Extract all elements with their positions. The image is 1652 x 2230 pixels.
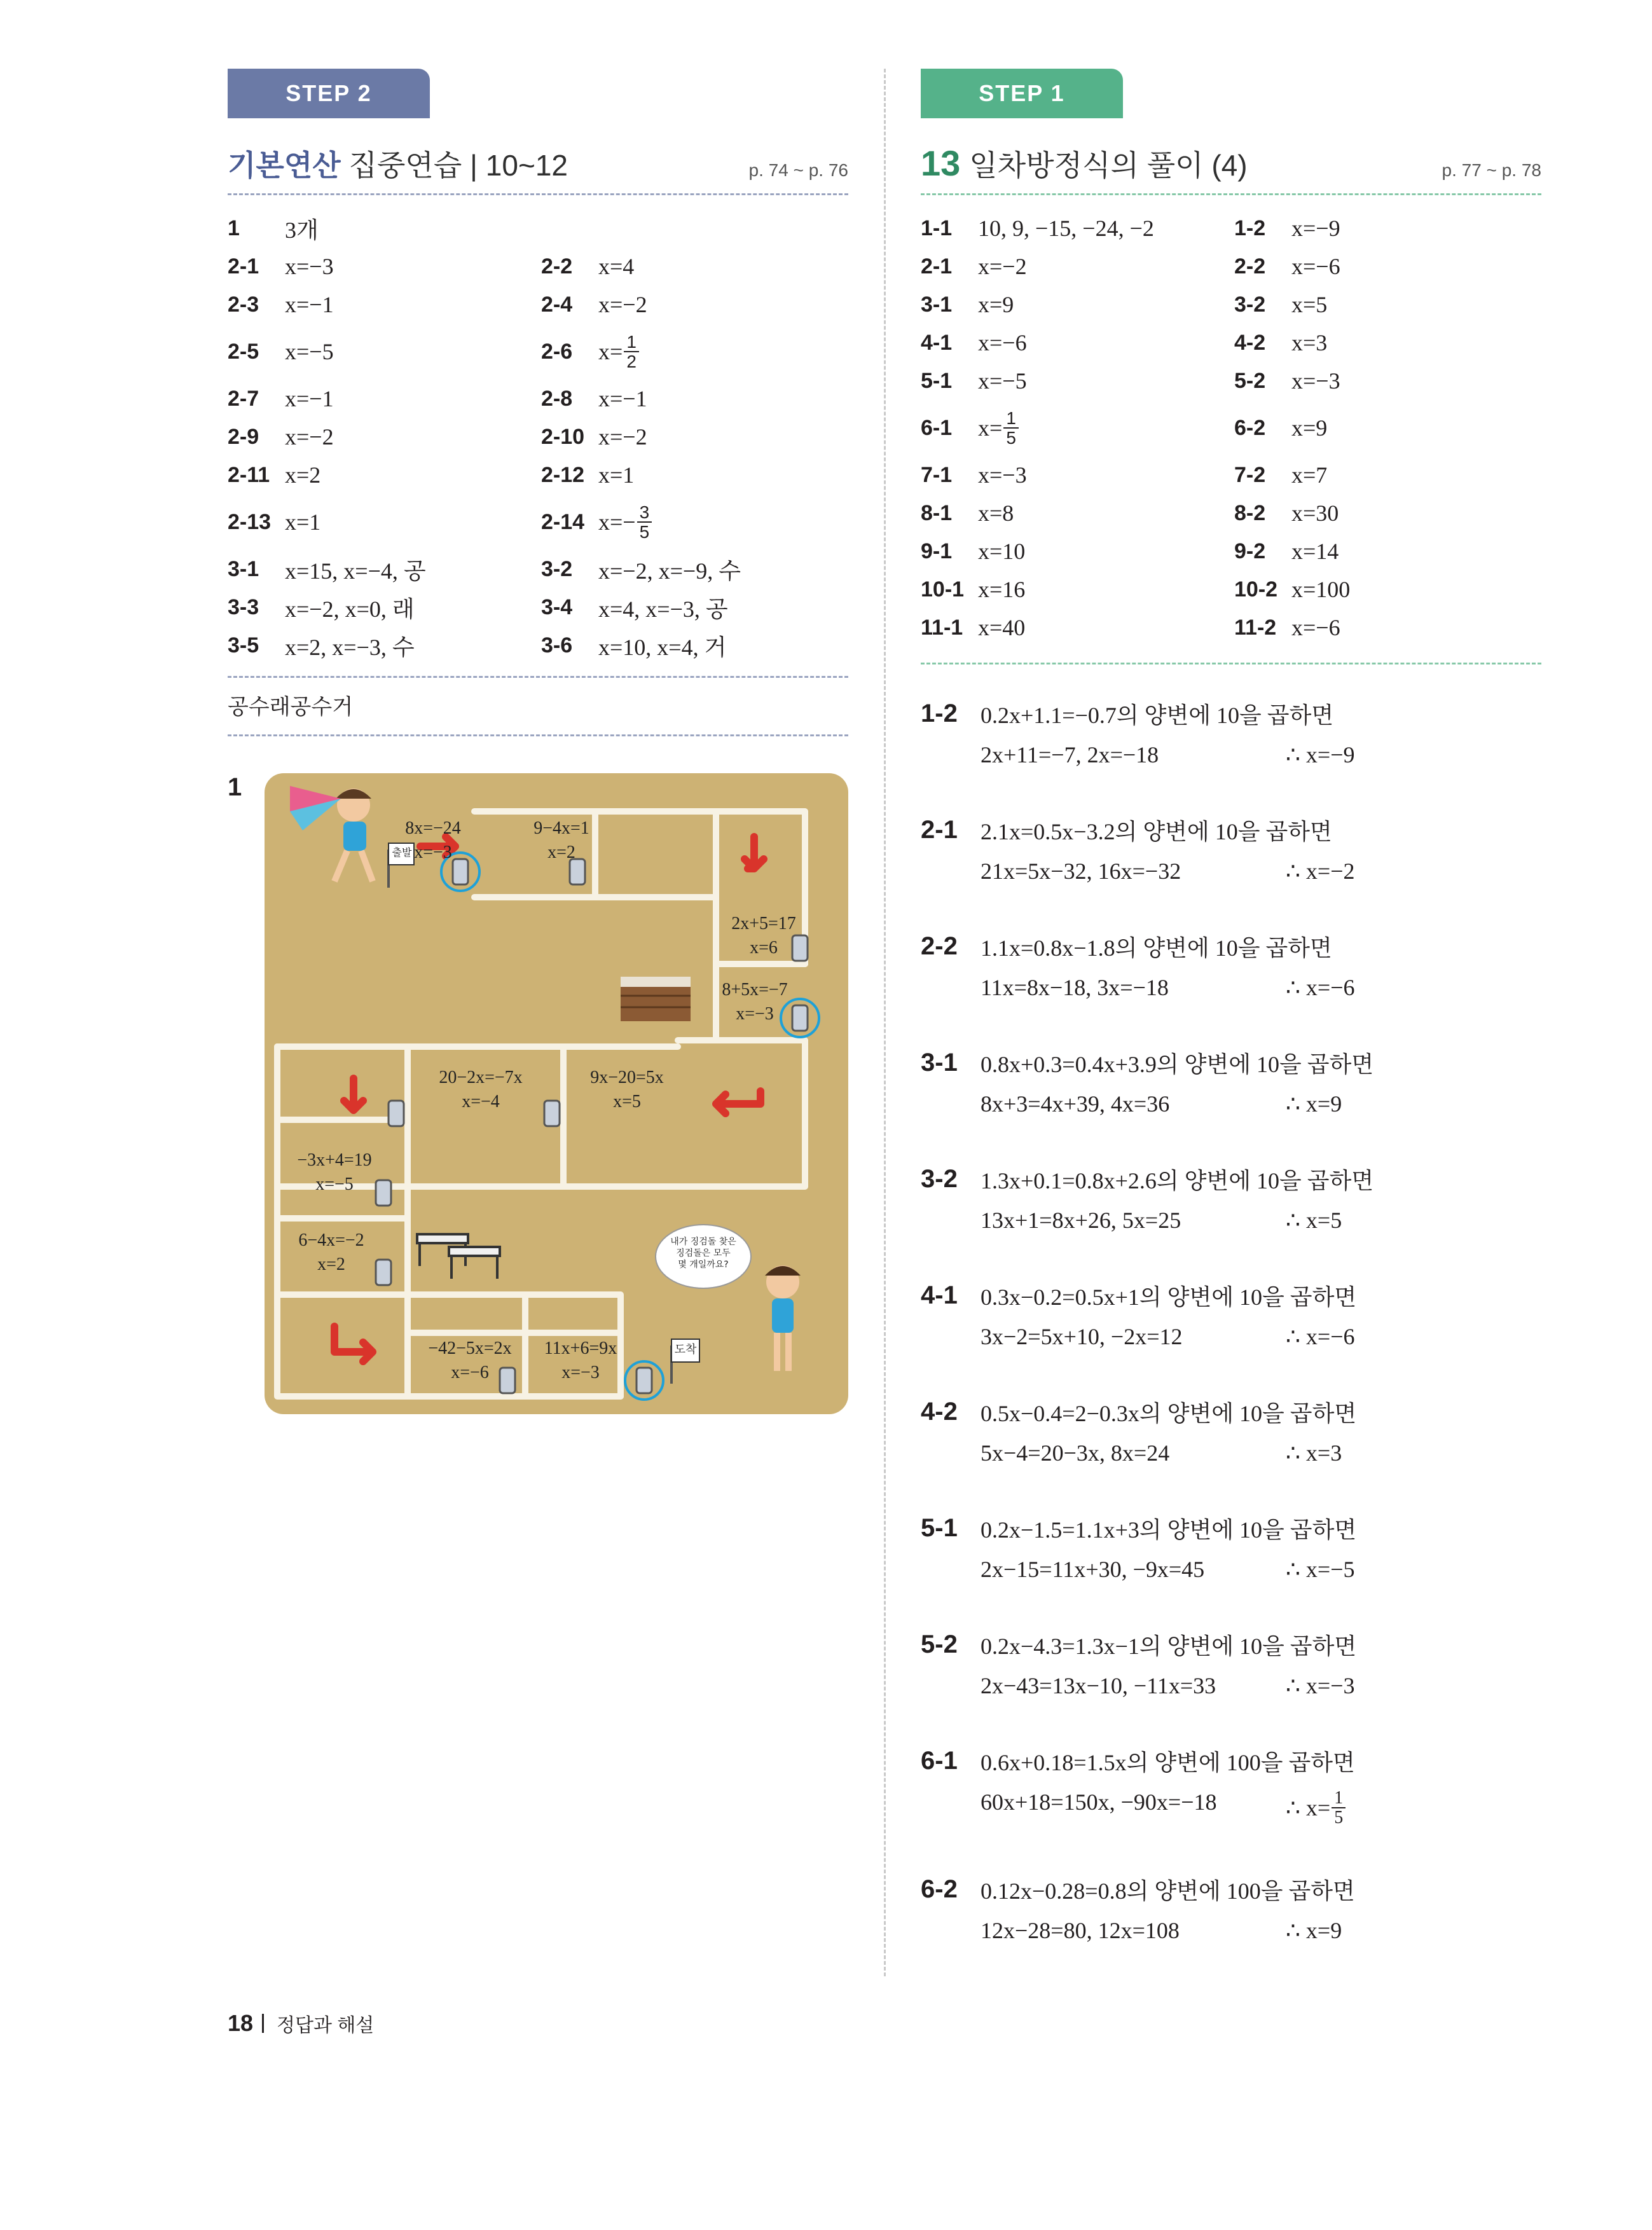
solution-text: 0.3x−0.2=0.5x+1의 양변에 10을 곱하면 bbox=[981, 1284, 1357, 1310]
answer-label: 10-2 bbox=[1234, 577, 1278, 602]
solution-result: ∴ x=9 bbox=[1286, 1917, 1342, 1943]
answer-value: x=2 bbox=[285, 462, 321, 488]
solution-line1 bbox=[921, 1163, 1541, 1195]
answer-item bbox=[541, 494, 848, 550]
fraction: $\frac{1}{5}$ bbox=[1332, 1789, 1346, 1827]
map-problem-number: 1 bbox=[228, 773, 242, 801]
tile-3: 2x+5=17 x=6 bbox=[731, 914, 796, 958]
right-page-range: p. 77 ~ p. 78 bbox=[1442, 160, 1541, 180]
solution-block bbox=[921, 1745, 1541, 1827]
solution-result: ∴ x=−6 bbox=[1286, 975, 1355, 1000]
answer-item bbox=[541, 380, 848, 418]
solution-text: 0.5x−0.4=2−0.3x의 양변에 10을 곱하면 bbox=[981, 1401, 1357, 1426]
solution-label: 3-2 bbox=[921, 1165, 958, 1193]
page-number: 18 bbox=[228, 2010, 254, 2036]
map-board bbox=[265, 773, 848, 1414]
answer-item bbox=[228, 494, 535, 550]
solution-line2 bbox=[981, 1556, 1541, 1583]
answer-value: x=−1 bbox=[285, 292, 334, 317]
fraction: $\frac{3}{5}$ bbox=[637, 503, 652, 542]
solution-line2 bbox=[981, 1207, 1541, 1234]
answer-item bbox=[228, 456, 535, 494]
solution-block bbox=[921, 930, 1541, 1001]
answer-value: x=−6 bbox=[1291, 615, 1340, 640]
answer-label: 3-1 bbox=[228, 556, 259, 581]
solution-text: 2.1x=0.5x−3.2의 양변에 10을 곱하면 bbox=[981, 819, 1332, 844]
solution-block bbox=[921, 814, 1541, 884]
solution-text: 0.8x+0.3=0.4x+3.9의 양변에 10을 곱하면 bbox=[981, 1052, 1374, 1077]
solution-work: 13x+1=8x+26, 5x=25 bbox=[981, 1208, 1181, 1233]
map-paths bbox=[265, 773, 848, 1414]
solution-result: ∴ x=3 bbox=[1286, 1440, 1342, 1466]
finish-label: 도착 bbox=[674, 1343, 697, 1356]
answer-label: 4-2 bbox=[1234, 330, 1266, 355]
right-section-title: 13 일차방정식의 풀이 (4) bbox=[921, 143, 1248, 183]
solution-result: ∴ x=9 bbox=[1286, 1091, 1342, 1117]
solution-result: ∴ x= $\frac{1}{5}$ bbox=[1286, 1789, 1346, 1827]
answer-item bbox=[228, 418, 535, 456]
answer-value: x=−3 bbox=[978, 462, 1027, 488]
left-section-title: 기본연산 집중연습 | 10~12 bbox=[228, 149, 568, 182]
solution-text: 0.2x−1.5=1.1x+3의 양변에 10을 곱하면 bbox=[981, 1517, 1357, 1543]
solution-line2 bbox=[981, 974, 1541, 1001]
answer-value: x=−2 bbox=[598, 292, 647, 317]
answer-item bbox=[1234, 247, 1541, 286]
answer-item bbox=[921, 532, 1228, 570]
answer-item bbox=[1234, 456, 1541, 494]
solution-label: 6-2 bbox=[921, 1875, 958, 1903]
solution-text: 1.3x+0.1=0.8x+2.6의 양변에 10을 곱하면 bbox=[981, 1168, 1374, 1194]
answer-label: 3-2 bbox=[1234, 292, 1266, 317]
answer-item bbox=[1234, 362, 1541, 400]
solution-block bbox=[921, 1163, 1541, 1234]
answer-item bbox=[541, 209, 848, 247]
answer-value: 10, 9, −15, −24, −2 bbox=[978, 216, 1154, 241]
answer-value: x=40 bbox=[978, 615, 1026, 640]
answer-value: x=8 bbox=[978, 500, 1014, 526]
column-divider bbox=[884, 69, 886, 1976]
solution-result: ∴ x=−3 bbox=[1286, 1673, 1355, 1698]
solution-block bbox=[921, 1628, 1541, 1699]
answer-item bbox=[1234, 532, 1541, 570]
answer-item bbox=[228, 324, 535, 380]
answer-item bbox=[921, 570, 1228, 609]
solution-block bbox=[921, 698, 1541, 768]
answer-label: 2-9 bbox=[228, 424, 259, 449]
final-answer: 공수래공수거 bbox=[228, 676, 848, 736]
answer-value: x=4, x=−3, 공 bbox=[598, 596, 728, 622]
answer-value: x=− bbox=[598, 509, 636, 535]
solution-line1 bbox=[921, 1047, 1541, 1079]
solution-label: 2-2 bbox=[921, 932, 958, 960]
answer-item bbox=[541, 550, 848, 588]
solution-line1 bbox=[921, 1279, 1541, 1312]
answer-item bbox=[1234, 286, 1541, 324]
answer-value: x=−1 bbox=[598, 386, 647, 411]
answer-label: 3-6 bbox=[541, 633, 573, 657]
answer-label: 3-1 bbox=[921, 292, 953, 317]
solution-block bbox=[921, 1873, 1541, 1944]
answer-item bbox=[541, 626, 848, 664]
solution-line1 bbox=[921, 1396, 1541, 1428]
answer-value: x=10, x=4, 거 bbox=[598, 634, 727, 660]
answer-value: x=−5 bbox=[978, 368, 1027, 394]
girl-character bbox=[765, 1265, 801, 1371]
answer-label: 2-3 bbox=[228, 292, 259, 317]
answer-label: 1 bbox=[228, 216, 240, 240]
solution-text: 0.6x+0.18=1.5x의 양변에 100을 곱하면 bbox=[981, 1750, 1355, 1775]
fraction: $\frac{1}{2}$ bbox=[624, 333, 639, 371]
start-label: 출발 bbox=[392, 846, 412, 858]
solutions-list bbox=[921, 698, 1541, 1944]
answer-value: x=5 bbox=[1291, 292, 1328, 317]
solution-work: 2x+11=−7, 2x=−18 bbox=[981, 742, 1159, 767]
answer-item bbox=[921, 362, 1228, 400]
tile-1: 8x=−24 x=−3 bbox=[405, 818, 461, 862]
answer-label: 8-1 bbox=[921, 500, 953, 525]
answer-label: 2-5 bbox=[228, 339, 259, 364]
answer-item bbox=[541, 456, 848, 494]
left-page-range: p. 74 ~ p. 76 bbox=[748, 160, 848, 180]
tile-7: −3x+4=19 x=−5 bbox=[297, 1150, 372, 1194]
answer-label: 3-4 bbox=[541, 595, 573, 619]
solution-result: ∴ x=−2 bbox=[1286, 858, 1355, 884]
answer-item bbox=[1234, 609, 1541, 647]
solution-line1 bbox=[921, 814, 1541, 846]
answer-value: x=3 bbox=[1291, 330, 1328, 355]
footer-text: 정답과 해설 bbox=[277, 2015, 375, 2036]
answer-label: 2-2 bbox=[1234, 254, 1266, 279]
right-separator bbox=[921, 658, 1541, 664]
solution-block bbox=[921, 1279, 1541, 1350]
solution-result: ∴ x=5 bbox=[1286, 1208, 1342, 1233]
answer-value: x=−2, x=0, 래 bbox=[285, 596, 415, 622]
vault-box bbox=[621, 977, 691, 1021]
solution-label: 1-2 bbox=[921, 699, 958, 727]
answer-item bbox=[921, 400, 1228, 456]
solution-line1 bbox=[921, 1628, 1541, 1661]
answer-label: 2-14 bbox=[541, 509, 585, 534]
answer-item bbox=[228, 380, 535, 418]
solution-work: 21x=5x−32, 16x=−32 bbox=[981, 858, 1181, 884]
answer-label: 2-11 bbox=[228, 462, 270, 487]
solution-text: 0.2x−4.3=1.3x−1의 양변에 10을 곱하면 bbox=[981, 1634, 1357, 1659]
answer-value: x= bbox=[978, 415, 1003, 441]
answer-value: x=10 bbox=[978, 539, 1026, 564]
solution-line1 bbox=[921, 930, 1541, 963]
answer-label: 3-3 bbox=[228, 595, 259, 619]
answer-value: x=7 bbox=[1291, 462, 1328, 488]
answer-label: 2-7 bbox=[228, 386, 259, 411]
answer-item bbox=[921, 494, 1228, 532]
answer-item bbox=[228, 209, 535, 247]
solution-work: 12x−28=80, 12x=108 bbox=[981, 1917, 1180, 1943]
answer-value: x=−6 bbox=[1291, 254, 1340, 279]
answer-value: x=−2 bbox=[285, 424, 334, 450]
solution-text: 0.2x+1.1=−0.7의 양변에 10을 곱하면 bbox=[981, 703, 1334, 728]
left-section-header bbox=[228, 142, 848, 195]
solution-work: 2x−43=13x−10, −11x=33 bbox=[981, 1673, 1216, 1698]
solution-line1 bbox=[921, 1873, 1541, 1906]
solution-work: 11x=8x−18, 3x=−18 bbox=[981, 975, 1169, 1000]
tile-4: 8+5x=−7 x=−3 bbox=[722, 980, 788, 1024]
answer-label: 6-2 bbox=[1234, 415, 1266, 440]
solution-work: 5x−4=20−3x, 8x=24 bbox=[981, 1440, 1170, 1466]
solution-line1 bbox=[921, 1512, 1541, 1545]
runner-character bbox=[290, 786, 373, 881]
solution-block bbox=[921, 1047, 1541, 1117]
answer-value: x=9 bbox=[1291, 415, 1328, 441]
answer-label: 9-2 bbox=[1234, 539, 1266, 563]
answer-label: 2-1 bbox=[228, 254, 259, 279]
solution-label: 4-2 bbox=[921, 1398, 958, 1426]
answer-label: 11-2 bbox=[1234, 615, 1277, 640]
speech-text: 내가 징검돌 찾은 징검돌은 모두 몇 개일까요? bbox=[670, 1237, 736, 1270]
solution-label: 6-1 bbox=[921, 1747, 958, 1775]
answer-label: 8-2 bbox=[1234, 500, 1266, 525]
answer-item bbox=[1234, 209, 1541, 247]
fraction: $\frac{1}{5}$ bbox=[1003, 409, 1019, 448]
answer-value: x=100 bbox=[1291, 577, 1351, 602]
left-column bbox=[228, 69, 848, 1415]
answer-item bbox=[228, 588, 535, 626]
answer-value: x=4 bbox=[598, 254, 635, 279]
answer-value: x=−3 bbox=[1291, 368, 1340, 394]
right-section-header bbox=[921, 142, 1541, 195]
solution-block bbox=[921, 1396, 1541, 1466]
answer-label: 5-2 bbox=[1234, 368, 1266, 393]
answer-label: 1-1 bbox=[921, 216, 953, 240]
answer-value: x=−2 bbox=[598, 424, 647, 450]
left-answer-grid bbox=[228, 209, 848, 664]
answer-value: x=−1 bbox=[285, 386, 334, 411]
answer-item bbox=[541, 324, 848, 380]
tile-9: −42−5x=2x x=−6 bbox=[428, 1339, 512, 1382]
answer-label: 5-1 bbox=[921, 368, 953, 393]
answer-label: 10-1 bbox=[921, 577, 965, 602]
answer-value: x=15, x=−4, 공 bbox=[285, 558, 426, 584]
solution-line2 bbox=[981, 1672, 1541, 1699]
right-column bbox=[921, 69, 1541, 1944]
solution-line2 bbox=[981, 1323, 1541, 1350]
answer-item bbox=[921, 324, 1228, 362]
solution-line1 bbox=[921, 698, 1541, 730]
answer-label: 6-1 bbox=[921, 415, 953, 440]
solution-line2 bbox=[981, 1091, 1541, 1117]
answer-item bbox=[1234, 494, 1541, 532]
solution-label: 5-1 bbox=[921, 1514, 958, 1542]
solution-result: ∴ x=−6 bbox=[1286, 1324, 1355, 1349]
answer-value: x=9 bbox=[978, 292, 1014, 317]
solution-line2 bbox=[981, 1440, 1541, 1466]
answer-label: 7-2 bbox=[1234, 462, 1266, 487]
answer-item bbox=[541, 588, 848, 626]
answer-item bbox=[921, 609, 1228, 647]
answer-item bbox=[541, 286, 848, 324]
solution-work: 8x+3=4x+39, 4x=36 bbox=[981, 1091, 1170, 1117]
answer-value: x=2, x=−3, 수 bbox=[285, 634, 415, 660]
answer-value: x=1 bbox=[285, 509, 321, 535]
answer-label: 3-2 bbox=[541, 556, 573, 581]
solution-line1 bbox=[921, 1745, 1541, 1777]
answer-item bbox=[921, 209, 1228, 247]
answer-value: x=−9 bbox=[1291, 216, 1340, 241]
answer-label: 4-1 bbox=[921, 330, 953, 355]
answer-value: x=−3 bbox=[285, 254, 334, 279]
answer-label: 7-1 bbox=[921, 462, 953, 487]
solution-result: ∴ x=−9 bbox=[1286, 742, 1355, 767]
answer-value: x=30 bbox=[1291, 500, 1339, 526]
solution-work: 3x−2=5x+10, −2x=12 bbox=[981, 1324, 1183, 1349]
solution-line2 bbox=[981, 1917, 1541, 1944]
answer-label: 2-1 bbox=[921, 254, 953, 279]
answer-item bbox=[228, 550, 535, 588]
answer-label: 2-8 bbox=[541, 386, 573, 411]
board-game-map bbox=[228, 773, 848, 1415]
answer-label: 1-2 bbox=[1234, 216, 1266, 240]
tile-10: 11x+6=9x x=−3 bbox=[544, 1339, 617, 1382]
answer-label: 11-1 bbox=[921, 615, 963, 640]
answer-label: 2-13 bbox=[228, 509, 272, 534]
answer-item bbox=[921, 247, 1228, 286]
page-footer bbox=[228, 2009, 374, 2037]
answer-value: x=−2, x=−9, 수 bbox=[598, 558, 741, 584]
right-answer-grid bbox=[921, 209, 1541, 647]
solution-work: 2x−15=11x+30, −9x=45 bbox=[981, 1557, 1205, 1582]
answer-label: 9-1 bbox=[921, 539, 953, 563]
solution-line2 bbox=[981, 741, 1541, 768]
solution-text: 1.1x=0.8x−1.8의 양변에 10을 곱하면 bbox=[981, 935, 1332, 961]
answer-label: 3-5 bbox=[228, 633, 259, 657]
answer-item bbox=[1234, 570, 1541, 609]
answer-label: 2-4 bbox=[541, 292, 573, 317]
answer-item bbox=[541, 247, 848, 286]
solution-label: 3-1 bbox=[921, 1049, 958, 1077]
answer-label: 2-12 bbox=[541, 462, 585, 487]
answer-item bbox=[541, 418, 848, 456]
solution-work: 60x+18=150x, −90x=−18 bbox=[981, 1789, 1217, 1815]
step1-badge: STEP 1 bbox=[921, 69, 1123, 118]
answer-item bbox=[921, 456, 1228, 494]
footer-divider bbox=[262, 2014, 264, 2033]
answer-label: 2-6 bbox=[541, 339, 573, 364]
answer-value: 3개 bbox=[285, 217, 319, 243]
tile-8: 6−4x=−2 x=2 bbox=[298, 1230, 364, 1274]
answer-label: 2-2 bbox=[541, 254, 573, 279]
answer-item bbox=[228, 286, 535, 324]
solution-result: ∴ x=−5 bbox=[1286, 1557, 1355, 1582]
answer-value: x=−2 bbox=[978, 254, 1027, 279]
tile-2: 9−4x=1 x=2 bbox=[533, 818, 589, 862]
solution-line2 bbox=[981, 1789, 1541, 1827]
answer-value: x= bbox=[598, 339, 623, 364]
answer-item bbox=[228, 626, 535, 664]
solution-line2 bbox=[981, 858, 1541, 884]
step2-badge: STEP 2 bbox=[228, 69, 430, 118]
answer-item bbox=[228, 247, 535, 286]
answer-item bbox=[921, 286, 1228, 324]
solution-label: 5-2 bbox=[921, 1630, 958, 1658]
solution-block bbox=[921, 1512, 1541, 1583]
solution-text: 0.12x−0.28=0.8의 양변에 100을 곱하면 bbox=[981, 1878, 1355, 1904]
solution-label: 2-1 bbox=[921, 816, 958, 844]
answer-value: x=1 bbox=[598, 462, 635, 488]
answer-item bbox=[1234, 400, 1541, 456]
answer-item bbox=[1234, 324, 1541, 362]
tile-6: 9x−20=5x x=5 bbox=[590, 1068, 664, 1112]
answer-value: x=16 bbox=[978, 577, 1026, 602]
answer-value: x=−5 bbox=[285, 339, 334, 364]
hurdles bbox=[417, 1234, 500, 1279]
answer-value: x=−6 bbox=[978, 330, 1027, 355]
answer-label: 2-10 bbox=[541, 424, 585, 449]
solution-label: 4-1 bbox=[921, 1281, 958, 1309]
tile-5: 20−2x=−7x x=−4 bbox=[439, 1068, 523, 1112]
answer-value: x=14 bbox=[1291, 539, 1339, 564]
